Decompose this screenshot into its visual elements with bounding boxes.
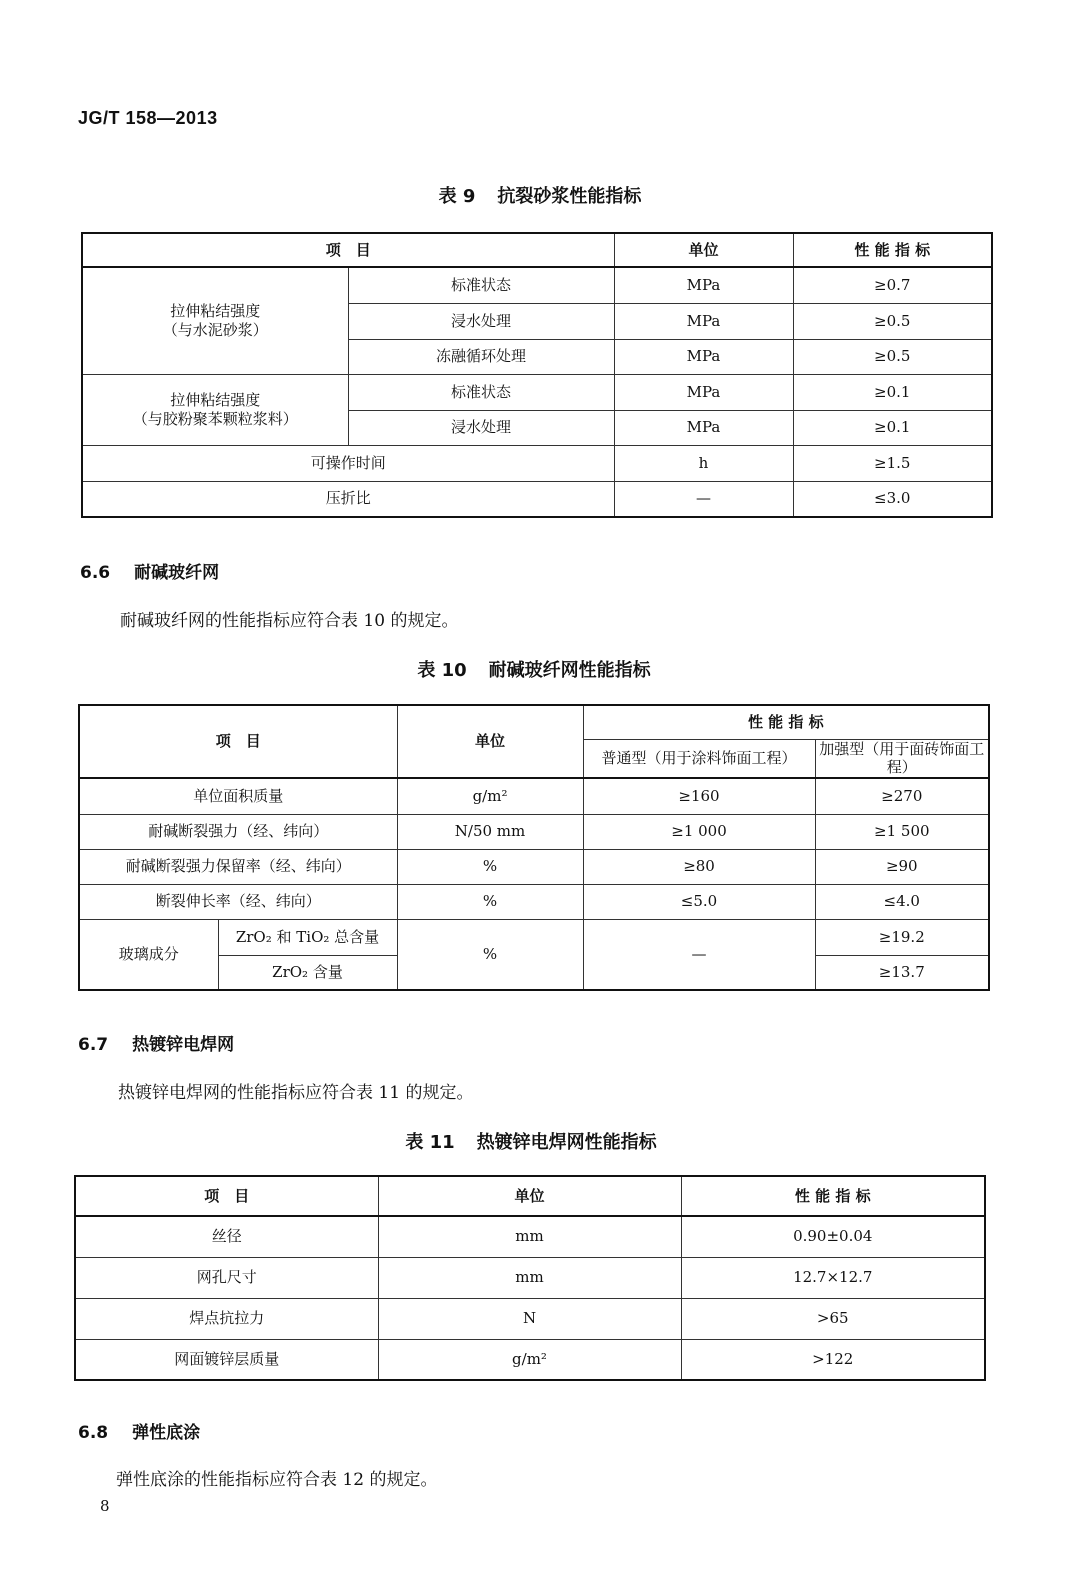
header-unit: 单位 [378, 1176, 681, 1216]
section-title: 耐碱玻纤网 [134, 563, 220, 583]
item-cell: 网孔尺寸 [75, 1257, 378, 1298]
sub-item: 浸水处理 [348, 303, 614, 339]
table-11-caption [0, 1128, 1062, 1154]
item-cell: 耐碱断裂强力保留率（经、纬向） [79, 849, 397, 884]
unit-cell: % [397, 849, 583, 884]
section-6-7-paragraph: 热镀锌电焊网的性能指标应符合表 11 的规定。 [118, 1083, 474, 1103]
value-cell: ≥0.5 [793, 303, 992, 339]
header-normal-type: 普通型（用于涂料饰面工程） [583, 739, 815, 778]
header-spec: 性 能 指 标 [793, 233, 992, 267]
table-11-caption-title: 热镀锌电焊网性能指标 [476, 1132, 657, 1153]
unit-cell: N [378, 1298, 681, 1339]
value-cell: 0.90±0.04 [681, 1216, 985, 1257]
group-label-line1: 拉伸粘结强度 [170, 302, 261, 320]
value-cell: ≥1 500 [815, 814, 989, 849]
section-6-8-heading [78, 1418, 200, 1443]
header-item: 项 目 [75, 1176, 378, 1216]
table-9-caption-title: 抗裂砂浆性能指标 [497, 186, 642, 207]
table-row [82, 481, 992, 517]
table-row [75, 1257, 985, 1298]
table-11-caption-number: 表 11 [405, 1132, 455, 1153]
table-9-caption [0, 182, 1080, 208]
item-cell: 压折比 [82, 481, 614, 517]
unit-cell: — [614, 481, 793, 517]
table-row [82, 374, 992, 410]
section-6-8-paragraph: 弹性底涂的性能指标应符合表 12 的规定。 [116, 1470, 438, 1490]
value-cell: >122 [681, 1339, 985, 1380]
value-cell: ≥160 [583, 778, 815, 814]
item-cell: 丝径 [75, 1216, 378, 1257]
unit-cell: MPa [614, 303, 793, 339]
table-10-caption-title: 耐碱玻纤网性能指标 [488, 660, 651, 681]
standard-code: JG/T 158—2013 [78, 108, 218, 128]
table-row [79, 705, 989, 739]
table-10-caption [0, 656, 1068, 682]
group-label-line2: （与胶粉聚苯颗粒浆料） [132, 409, 298, 428]
unit-cell: h [614, 445, 793, 481]
unit-cell: % [397, 919, 583, 990]
header-item: 项 目 [79, 705, 397, 778]
section-number: 6.6 [80, 563, 111, 583]
value-cell: ≤5.0 [583, 884, 815, 919]
table-row [75, 1298, 985, 1339]
group-label [82, 374, 348, 445]
value-cell: ≤4.0 [815, 884, 989, 919]
sub-item: 标准状态 [348, 267, 614, 303]
value-cell: ≥19.2 [815, 919, 989, 955]
value-cell: ≥13.7 [815, 955, 989, 990]
table-row [75, 1176, 985, 1216]
value-cell: — [583, 919, 815, 990]
unit-cell: MPa [614, 339, 793, 374]
header-item: 项 目 [82, 233, 614, 267]
header-unit: 单位 [397, 705, 583, 778]
header-unit: 单位 [614, 233, 793, 267]
table-11 [74, 1175, 986, 1381]
table-row [79, 778, 989, 814]
table-row [79, 849, 989, 884]
header-spec: 性 能 指 标 [681, 1176, 985, 1216]
table-10-caption-number: 表 10 [417, 660, 467, 681]
value-cell: ≥0.1 [793, 410, 992, 445]
unit-cell: g/m² [378, 1339, 681, 1380]
unit-cell: g/m² [397, 778, 583, 814]
section-title: 热镀锌电焊网 [132, 1035, 235, 1055]
group-label-line1: 拉伸粘结强度 [170, 390, 261, 409]
section-6-6-heading [80, 558, 219, 583]
sub-item: ZrO₂ 含量 [218, 955, 397, 990]
value-cell: ≥80 [583, 849, 815, 884]
value-cell: >65 [681, 1298, 985, 1339]
group-label: 玻璃成分 [79, 919, 218, 990]
section-title: 弹性底涂 [132, 1423, 201, 1443]
item-cell: 焊点抗拉力 [75, 1298, 378, 1339]
unit-cell: MPa [614, 267, 793, 303]
value-cell: ≥90 [815, 849, 989, 884]
unit-cell: MPa [614, 410, 793, 445]
unit-cell: mm [378, 1257, 681, 1298]
item-cell: 网面镀锌层质量 [75, 1339, 378, 1380]
item-cell: 断裂伸长率（经、纬向） [79, 884, 397, 919]
value-cell: 12.7×12.7 [681, 1257, 985, 1298]
page-number: 8 [100, 1497, 110, 1515]
table-row [82, 445, 992, 481]
item-cell: 可操作时间 [82, 445, 614, 481]
unit-cell: MPa [614, 374, 793, 410]
table-10 [78, 704, 990, 991]
table-row [75, 1216, 985, 1257]
value-cell: ≥1.5 [793, 445, 992, 481]
value-cell: ≥0.7 [793, 267, 992, 303]
table-9 [81, 232, 993, 518]
table-row [79, 884, 989, 919]
header-reinforced-type: 加强型（用于面砖饰面工程） [815, 739, 989, 778]
table-row [82, 233, 992, 267]
value-cell: ≥0.5 [793, 339, 992, 374]
sub-item: 冻融循环处理 [348, 339, 614, 374]
table-row [75, 1339, 985, 1380]
section-number: 6.8 [78, 1423, 109, 1443]
table-row [79, 814, 989, 849]
group-label [82, 267, 348, 374]
value-cell: ≥0.1 [793, 374, 992, 410]
unit-cell: mm [378, 1216, 681, 1257]
sub-item: 标准状态 [348, 374, 614, 410]
sub-item: 浸水处理 [348, 410, 614, 445]
section-number: 6.7 [78, 1035, 109, 1055]
unit-cell: % [397, 884, 583, 919]
sub-item: ZrO₂ 和 TiO₂ 总含量 [218, 919, 397, 955]
group-label-line2: （与水泥砂浆） [162, 320, 268, 339]
section-6-7-heading [78, 1030, 234, 1055]
section-6-6-paragraph: 耐碱玻纤网的性能指标应符合表 10 的规定。 [120, 611, 459, 631]
value-cell: ≥1 000 [583, 814, 815, 849]
item-cell: 耐碱断裂强力（经、纬向） [79, 814, 397, 849]
header-spec: 性 能 指 标 [583, 705, 989, 739]
value-cell: ≤3.0 [793, 481, 992, 517]
item-cell: 单位面积质量 [79, 778, 397, 814]
unit-cell: N/50 mm [397, 814, 583, 849]
table-row [79, 919, 989, 955]
table-9-caption-number: 表 9 [438, 186, 476, 207]
table-row [82, 267, 992, 303]
value-cell: ≥270 [815, 778, 989, 814]
